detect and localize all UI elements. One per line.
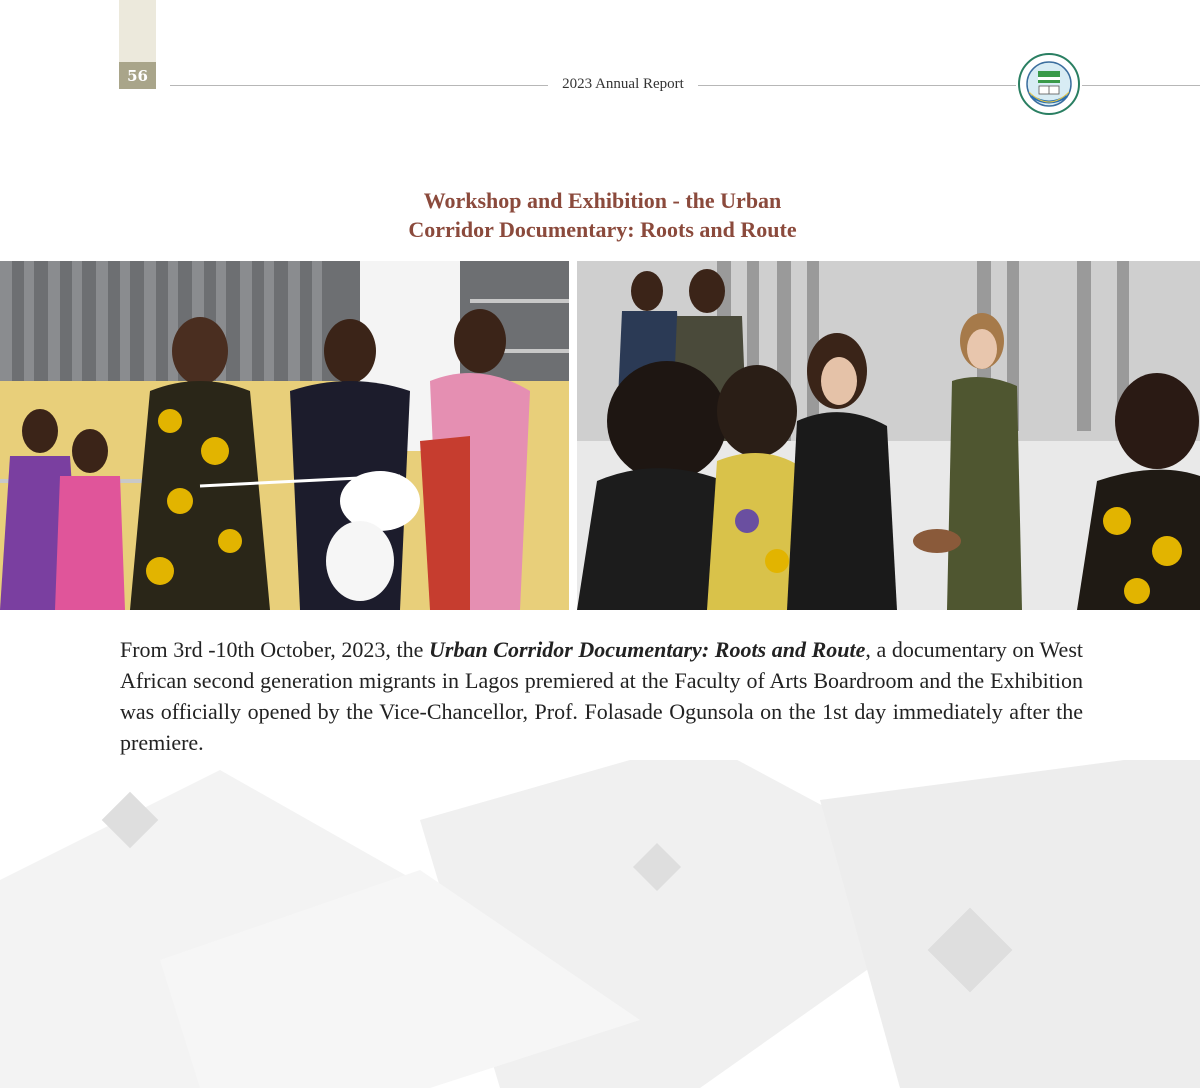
section-heading-line-1: Workshop and Exhibition - the Urban (423, 188, 782, 213)
ribbon-cutting-photo (0, 261, 569, 610)
header-rule (698, 85, 1016, 86)
page-number: 56 (119, 62, 156, 89)
header-rule (170, 85, 548, 86)
handshake-photo (577, 261, 1200, 610)
documentary-title: Urban Corridor Documentary: Roots and Route (429, 637, 866, 662)
university-logo (1017, 52, 1081, 116)
body-intro: From 3rd -10th October, 2023, the (120, 637, 429, 662)
background-decoration (0, 760, 1200, 1088)
page-tab (119, 0, 156, 89)
section-heading-line-2: Corridor Documentary: Roots and Route (408, 217, 797, 242)
body-rest: , a documentary on West African second generation migrants in Lagos premiered at the Faculty of Arts Boardroom and the Exhibition was officially opened by the Vice-Chancellor, Prof. Folasade Ogunsola on the 1st day immediately after the premiere. (120, 637, 1083, 755)
body-paragraph (120, 634, 1083, 758)
header-rule (1082, 85, 1200, 86)
section-heading (300, 186, 905, 244)
report-title: 2023 Annual Report (562, 76, 684, 92)
